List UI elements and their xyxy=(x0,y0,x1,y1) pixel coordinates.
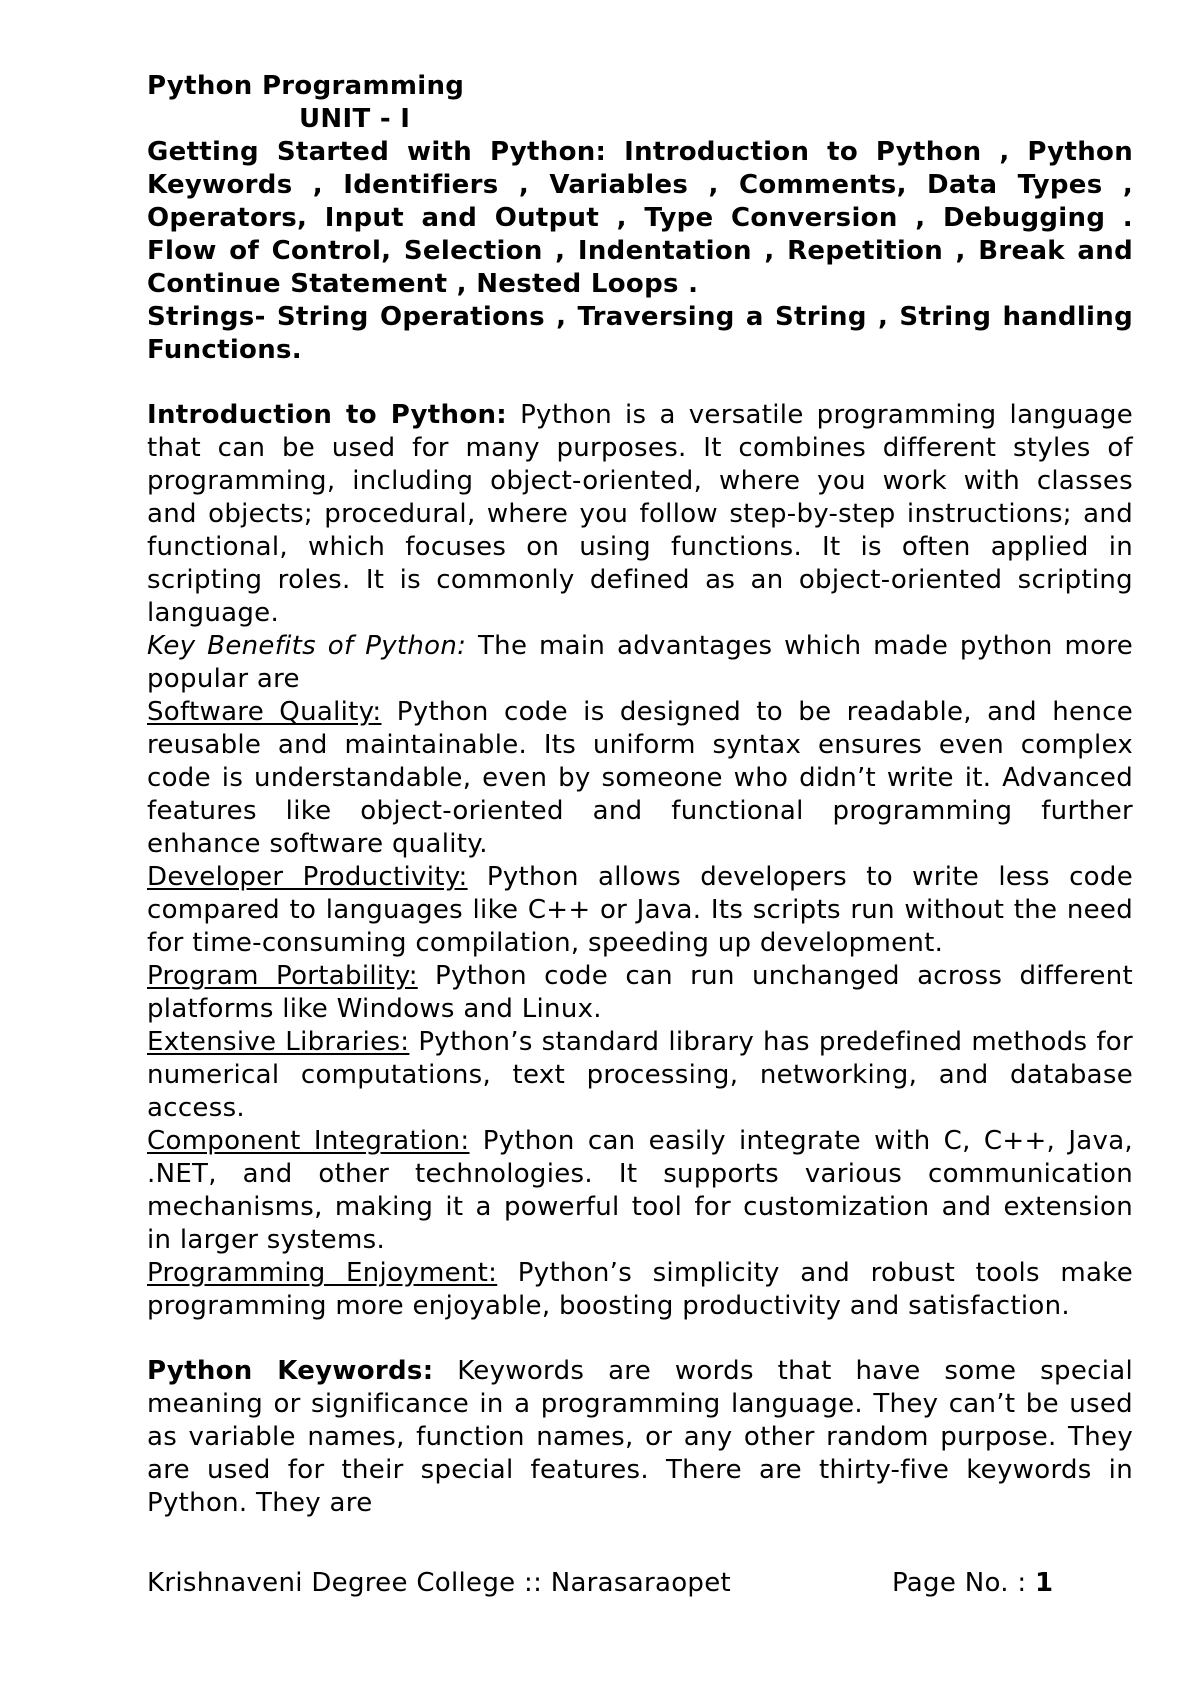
benefit-software-quality xyxy=(147,696,1133,861)
footer-page-number xyxy=(892,1567,1053,1600)
benefit-text: Python can easily integrate with C, C++, Java, .NET, and other technologies. It supports various communication mechanisms, making it a powerful tool for customization and extension in larger systems. xyxy=(147,1126,1133,1255)
benefits-text: The main advantages which made python more popular are xyxy=(147,631,1133,694)
intro-heading: Introduction to Python: xyxy=(147,400,508,430)
benefit-text: Python’s standard library has predefined methods for numerical computations, text processing, networking, and database access. xyxy=(147,1027,1133,1123)
benefit-text: Python’s simplicity and robust tools make programming more enjoyable, boosting productivity and satisfaction. xyxy=(147,1258,1133,1321)
benefit-program-portability xyxy=(147,960,1133,1026)
benefit-text: Python allows developers to write less code compared to languages like C++ or Java. Its scripts run without the need for time-consuming compilation, speeding up development. xyxy=(147,862,1133,958)
syllabus-paragraph: Getting Started with Python: Introduction to Python , Python Keywords , Identifiers , Variables , Comments, Data Types , Operators, Input and Output , Type Conversion , Debugging . Flow of Control, Selection , Indentation , Repetition , Break and Continue Statement , Nested Loops . xyxy=(147,137,1133,299)
benefit-developer-productivity xyxy=(147,861,1133,960)
intro-text: Python is a versatile programming language that can be used for many purposes. It combines different styles of programming, including object-oriented, where you work with classes and objects; procedural, where you follow step-by-step instructions; and functional, which focuses on using functions. It is often applied in scripting roles. It is commonly defined as an object-oriented scripting language. xyxy=(147,400,1133,628)
keywords-paragraph xyxy=(147,1355,1133,1520)
page-label: Page No. : xyxy=(892,1568,1035,1598)
benefit-label: Component Integration: xyxy=(147,1126,470,1156)
page-number: 1 xyxy=(1034,1568,1054,1598)
benefit-component-integration xyxy=(147,1125,1133,1257)
keywords-text: Keywords are words that have some special meaning or significance in a programming language. They can’t be used as variable names, function names, or any other random purpose. They are used for their special features. There are thirty-five keywords in Python. They are xyxy=(147,1356,1133,1518)
benefit-text: Python code can run unchanged across different platforms like Windows and Linux. xyxy=(147,961,1133,1024)
benefit-label: Developer Productivity: xyxy=(147,862,468,892)
intro-paragraph xyxy=(147,399,1133,630)
benefit-text: Python code is designed to be readable, and hence reusable and maintainable. Its uniform syntax ensures even complex code is understandable, even by someone who didn’t write it. Advanced features like object-oriented and functional programming further enhance software quality. xyxy=(147,697,1133,859)
footer-college: Krishnaveni Degree College :: Narasaraopet xyxy=(147,1568,732,1598)
benefit-label: Software Quality: xyxy=(147,697,382,727)
benefit-programming-enjoyment xyxy=(147,1257,1133,1323)
benefit-extensive-libraries xyxy=(147,1026,1133,1125)
benefits-label: Key Benefits of Python: xyxy=(147,631,467,661)
benefits-intro xyxy=(147,630,1133,696)
document-title: Python Programming xyxy=(147,71,465,101)
keywords-heading: Python Keywords: xyxy=(147,1356,434,1386)
spacer xyxy=(147,1323,1133,1355)
benefit-label: Extensive Libraries: xyxy=(147,1027,410,1057)
unit-heading: UNIT - I xyxy=(299,104,411,134)
syllabus-strings-paragraph: Strings- String Operations , Traversing a String , String handling Functions. xyxy=(147,302,1133,365)
benefit-label: Programming Enjoyment: xyxy=(147,1258,498,1288)
document-page xyxy=(147,70,1133,1520)
spacer xyxy=(147,367,1133,399)
benefit-label: Program Portability: xyxy=(147,961,418,991)
